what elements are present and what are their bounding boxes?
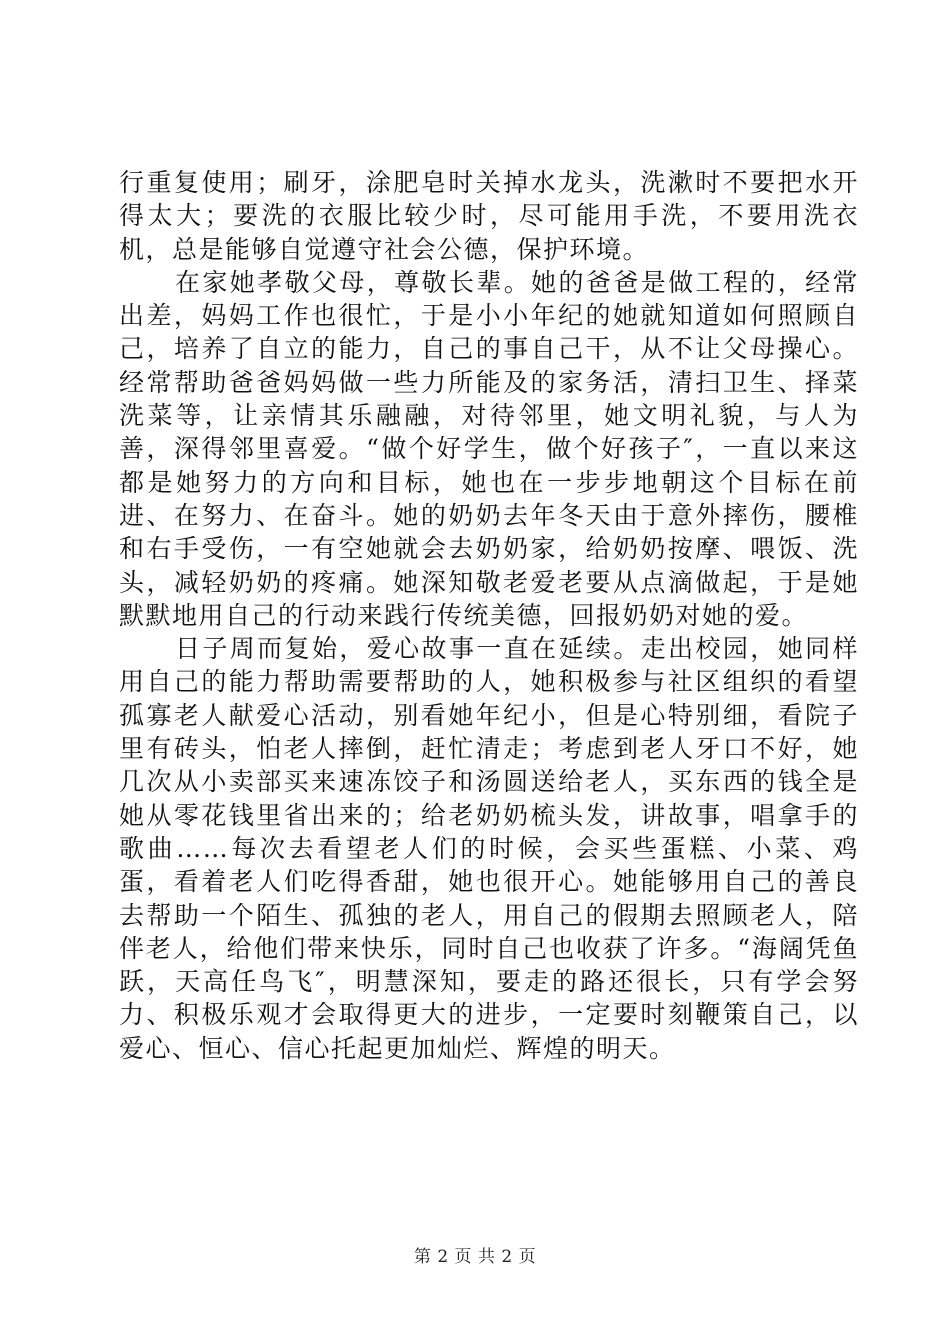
page-footer: 第 2 页 共 2 页 [413,1247,537,1267]
paragraph-2: 在家她孝敬父母，尊敬长辈。她的爸爸是做工程的，经常出差，妈妈工作也很忙，于是小小年纪的她就知道如何照顾自己，培养了自立的能力，自己的事自己干，从不让父母操心。经常帮助爸爸妈妈做一些力所能及的家务活，清扫卫生、择菜洗菜等，让亲情其乐融融，对待邻里，她文明礼貌，与人为善，深得邻里喜爱。“做个好学生，做个好孩子″，一直以来这都是她努力的方向和目标，她也在一步步地朝这个目标在前进、在努力、在奋斗。她的奶奶去年冬天由于意外摔伤，腰椎和右手受伤，一有空她就会去奶奶家，给奶奶按摩、喂饭、洗头，减轻奶奶的疼痛。她深知敬老爱老要从点滴做起，于是她默默地用自己的行动来践行传统美德，回报奶奶对她的爱。 [119,267,859,630]
body-text [119,166,859,1065]
paragraph-1: 行重复使用；刷牙，涂肥皂时关掉水龙头，洗漱时不要把水开得太大；要洗的衣服比较少时，尽可能用手洗，不要用洗衣机，总是能够自觉遵守社会公德，保护环境。 [119,168,859,264]
paragraph-3: 日子周而复始，爱心故事一直在延续。走出校园，她同样用自己的能力帮助需要帮助的人，她积极参与社区组织的看望孤寡老人献爱心活动，别看她年纪小，但是心特别细，看院子里有砖头，怕老人摔倒，赶忙清走；考虑到老人牙口不好，她几次从小卖部买来速冻饺子和汤圆送给老人，买东西的钱全是她从零花钱里省出来的；给老奶奶梳头发，讲故事，唱拿手的歌曲……每次去看望老人们的时候，会买些蛋糕、小菜、鸡蛋，看着老人们吃得香甜，她也很开心。她能够用自己的善良去帮助一个陌生、孤独的老人，用自己的假期去照顾老人，陪伴老人，给他们带来快乐，同时自己也收获了许多。“海阔凭鱼跃，天高任鸟飞″，明慧深知，要走的路还很长，只有学会努力、积极乐观才会取得更大的进步，一定要时刻鞭策自己，以爱心、恒心、信心托起更加灿烂、辉煌的明天。 [119,634,859,1063]
